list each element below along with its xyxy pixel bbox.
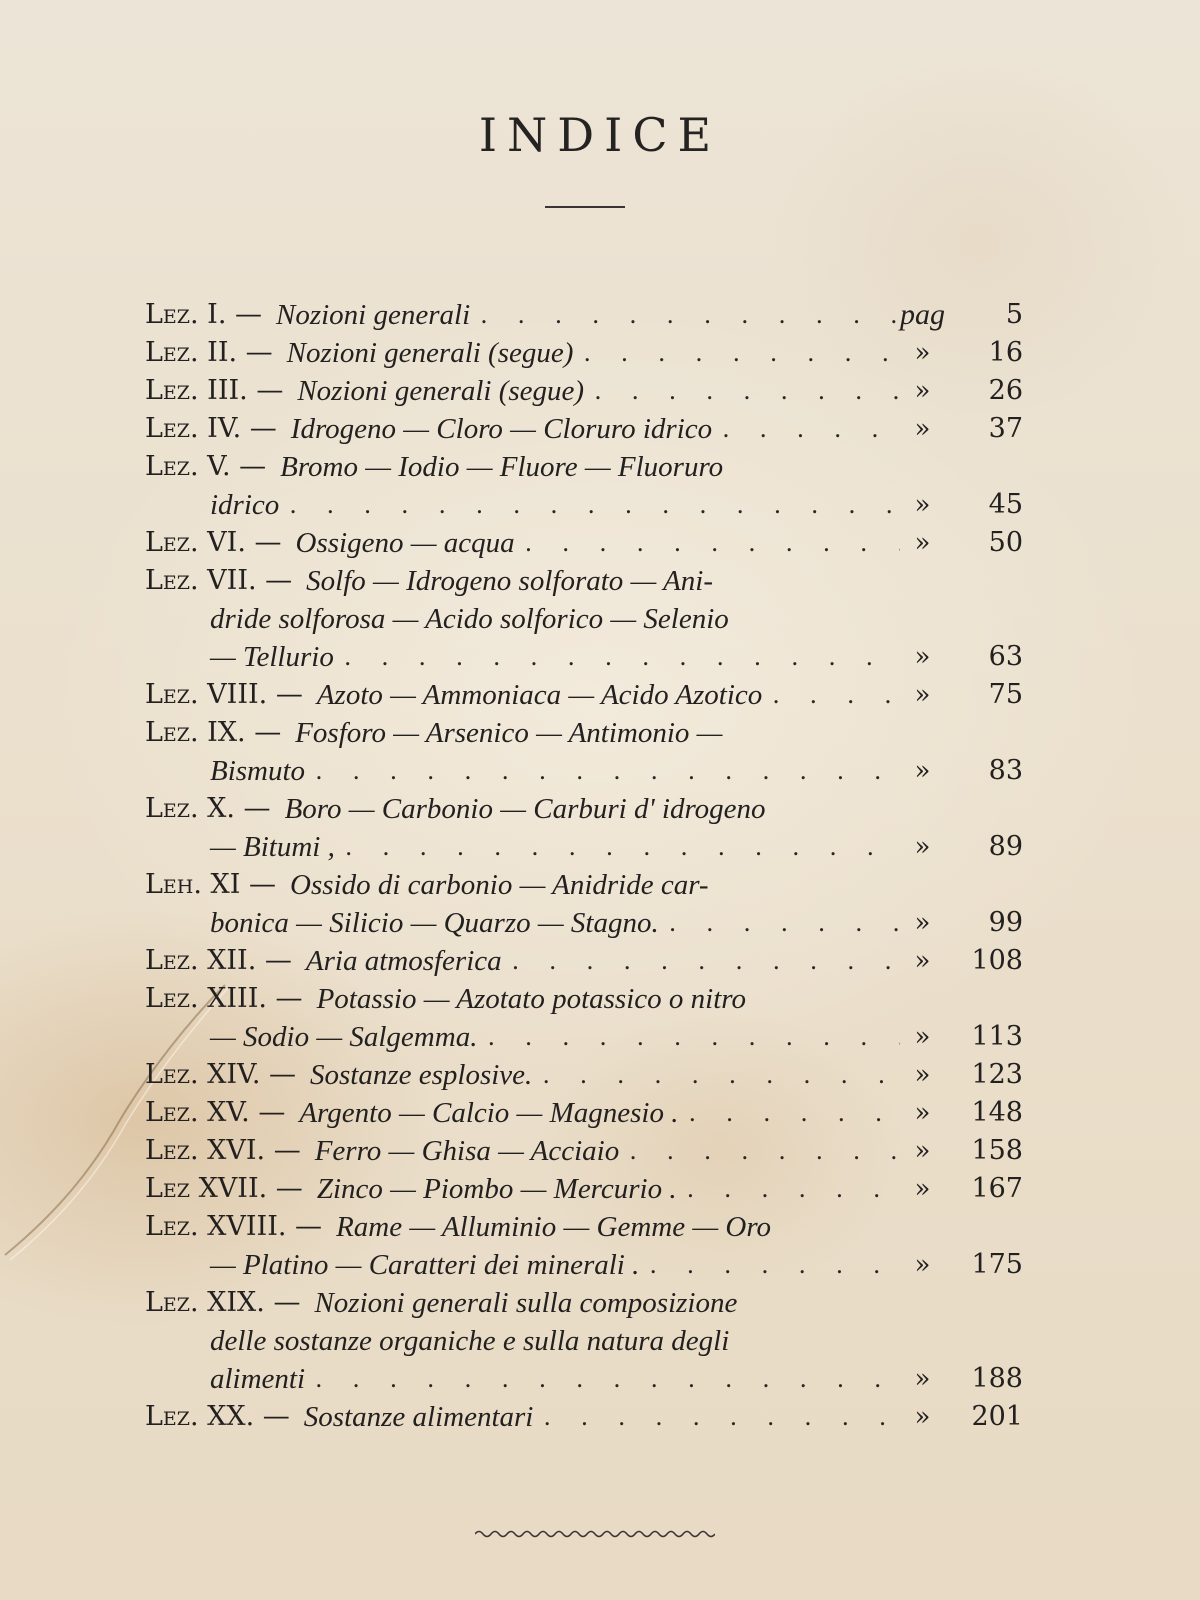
toc-entry	[145, 676, 1045, 714]
page-number: 99	[988, 907, 1023, 938]
lesson-number: Lez. IV. —	[145, 413, 277, 444]
ditto-mark: »	[914, 490, 931, 520]
title-rule	[545, 206, 625, 208]
page-number: 75	[988, 679, 1023, 710]
dot-leader	[573, 334, 900, 372]
dot-leader	[639, 1246, 900, 1284]
toc-entry-line	[145, 1170, 900, 1208]
toc-entry-text	[145, 1208, 900, 1284]
toc-entry-line	[145, 1246, 900, 1284]
toc-entry-text	[145, 1398, 900, 1436]
toc-entry	[145, 524, 1045, 562]
lesson-title: Sostanze alimentari	[303, 1401, 534, 1433]
toc-entry-line	[145, 752, 900, 790]
lesson-number: Lez. XIV. —	[145, 1059, 296, 1090]
lesson-number: Lez. V. —	[145, 451, 267, 482]
lesson-number: Lez XVII. —	[145, 1173, 303, 1204]
lesson-title: Ossido di carbonio — Anidride car-	[290, 869, 709, 901]
toc-entry-text	[145, 980, 900, 1056]
ditto-mark: »	[914, 414, 931, 444]
toc-entry-text	[145, 334, 900, 372]
toc-entry	[145, 410, 1045, 448]
toc-entry-line	[145, 714, 900, 752]
lesson-title: Bromo — Iodio — Fluore — Fluoruro	[280, 451, 724, 483]
lesson-number: Lez. II. —	[145, 337, 273, 368]
dot-leader	[305, 752, 900, 790]
dot-leader	[305, 1360, 900, 1398]
lesson-title: Argento — Calcio — Magnesio .	[299, 1097, 679, 1129]
toc-entry-line	[145, 638, 900, 676]
page-number: 37	[988, 413, 1023, 444]
toc-entry	[145, 1398, 1045, 1436]
toc-entry-line	[145, 562, 900, 600]
toc-entry	[145, 296, 1045, 334]
toc-entry-line	[145, 942, 900, 980]
toc-entry-line	[145, 410, 900, 448]
lesson-title: idrico	[210, 489, 280, 521]
ditto-mark: »	[914, 1022, 931, 1052]
page-number: 26	[988, 375, 1023, 406]
lesson-title: alimenti	[210, 1363, 306, 1395]
page-number: 16	[988, 337, 1023, 368]
toc-entry-line	[145, 1322, 900, 1360]
dot-leader	[677, 1170, 900, 1208]
lesson-title: Nozioni generali sulla composizione	[314, 1287, 738, 1319]
toc-entry-text	[145, 714, 900, 790]
lesson-title: Nozioni generali	[276, 299, 471, 331]
toc-entry	[145, 714, 1045, 790]
page-number: 175	[971, 1249, 1023, 1280]
page-number: 108	[971, 945, 1023, 976]
toc-entry-line	[145, 1132, 900, 1170]
toc-entry-text	[145, 410, 900, 448]
lesson-title: — Sodio — Salgemma.	[210, 1021, 478, 1053]
lesson-title: Boro — Carbonio — Carburi d' idrogeno	[284, 793, 766, 825]
page-number: 201	[971, 1401, 1023, 1432]
lesson-title: Sostanze esplosive.	[310, 1059, 533, 1091]
lesson-number: Lez. I. —	[145, 299, 262, 330]
toc-entry	[145, 562, 1045, 676]
page-number: 83	[988, 755, 1023, 786]
lesson-title: Rame — Alluminio — Gemme — Oro	[336, 1211, 772, 1243]
toc-entry-text	[145, 866, 900, 942]
ditto-mark: »	[914, 528, 931, 558]
page-title: INDICE	[478, 108, 722, 162]
lesson-number: Lez. IX. —	[145, 717, 282, 748]
page-label: pag	[900, 298, 945, 331]
lesson-number: Lez. XII. —	[145, 945, 292, 976]
ditto-mark: »	[914, 946, 931, 976]
lesson-title: — Tellurio	[210, 641, 334, 673]
dot-leader	[502, 942, 900, 980]
dot-leader	[532, 1056, 900, 1094]
page-number: 89	[988, 831, 1023, 862]
page-number: 45	[988, 489, 1023, 520]
dot-leader	[584, 372, 900, 410]
ditto-mark: »	[914, 1098, 931, 1128]
toc-entry-line	[145, 1360, 900, 1398]
lesson-title: Potassio — Azotato potassico o nitro	[316, 983, 746, 1015]
lesson-title: Aria atmosferica	[305, 945, 502, 977]
lesson-number: Lez. XVIII. —	[145, 1211, 323, 1242]
page-number: 158	[971, 1135, 1023, 1166]
ditto-mark: »	[914, 642, 931, 672]
dot-leader	[279, 486, 900, 524]
toc-entry-line	[145, 486, 900, 524]
lesson-number: Lez. VIII. —	[145, 679, 303, 710]
ditto-mark: »	[914, 1402, 931, 1432]
toc-entry-line	[145, 980, 900, 1018]
ditto-mark: »	[914, 832, 931, 862]
ditto-mark: »	[914, 680, 931, 710]
toc-entry	[145, 866, 1045, 942]
lesson-number: Lez. XV. —	[145, 1097, 286, 1128]
toc-entry-text	[145, 372, 900, 410]
toc-entry-line	[145, 904, 900, 942]
lesson-title: Ferro — Ghisa — Acciaio	[314, 1135, 620, 1167]
ditto-mark: »	[914, 1364, 931, 1394]
toc-entry-text	[145, 296, 900, 334]
toc-entry	[145, 334, 1045, 372]
toc-entry-line	[145, 372, 900, 410]
dot-leader	[533, 1398, 900, 1436]
lesson-number: Lez. XVI. —	[145, 1135, 301, 1166]
toc-entry-line	[145, 600, 900, 638]
dot-leader	[762, 676, 900, 714]
toc-entry	[145, 1094, 1045, 1132]
lesson-number: Lez. III. —	[145, 375, 284, 406]
dot-leader	[515, 524, 900, 562]
toc-entry	[145, 942, 1045, 980]
lesson-title: Idrogeno — Cloro — Cloruro idrico	[290, 413, 713, 445]
toc-entry-text	[145, 1170, 900, 1208]
toc-entry-text	[145, 942, 900, 980]
lesson-number: Leh. XI —	[145, 869, 277, 900]
toc-entry-text	[145, 1132, 900, 1170]
lesson-title: Bismuto	[210, 755, 306, 787]
dot-leader	[470, 296, 900, 334]
ditto-mark: »	[914, 1060, 931, 1090]
toc-entry	[145, 1056, 1045, 1094]
lesson-title: Nozioni generali (segue)	[297, 375, 585, 407]
ditto-mark: »	[914, 1174, 931, 1204]
toc-entry-text	[145, 790, 900, 866]
page-number: 167	[971, 1173, 1023, 1204]
lesson-number: Lez. XIX. —	[145, 1287, 301, 1318]
toc-entry-text	[145, 448, 900, 524]
toc-entry-line	[145, 524, 900, 562]
dot-leader	[335, 828, 900, 866]
toc-entry	[145, 1170, 1045, 1208]
toc-entry	[145, 372, 1045, 410]
dot-leader	[619, 1132, 900, 1170]
toc-entry	[145, 448, 1045, 524]
dot-leader	[712, 410, 900, 448]
toc-entry-text	[145, 1284, 900, 1398]
toc-entry-line	[145, 1018, 900, 1056]
toc-entry-line	[145, 790, 900, 828]
ditto-mark: »	[914, 756, 931, 786]
page-number: 188	[971, 1363, 1023, 1394]
lesson-number: Lez. XX. —	[145, 1401, 290, 1432]
dot-leader	[334, 638, 900, 676]
page-number: 123	[971, 1059, 1023, 1090]
lesson-number: Lez. VII. —	[145, 565, 293, 596]
toc-entry-line	[145, 448, 900, 486]
lesson-title: Azoto — Ammoniaca — Acido Azotico	[316, 679, 763, 711]
toc-entry-text	[145, 1094, 900, 1132]
toc-entry-line	[145, 828, 900, 866]
ditto-mark: »	[914, 908, 931, 938]
lesson-title: Nozioni generali (segue)	[286, 337, 574, 369]
toc-entry-line	[145, 1056, 900, 1094]
lesson-title: — Platino — Caratteri dei minerali .	[210, 1249, 640, 1281]
page-number: 113	[971, 1021, 1023, 1052]
toc-entry-text	[145, 562, 900, 676]
lesson-title: bonica — Silicio — Quarzo — Stagno.	[210, 907, 659, 939]
dot-leader	[477, 1018, 900, 1056]
ditto-mark: »	[914, 338, 931, 368]
toc-entry-text	[145, 676, 900, 714]
wavy-ornament	[475, 1526, 715, 1542]
toc-entry-line	[145, 1398, 900, 1436]
page-number: 63	[988, 641, 1023, 672]
toc-entry	[145, 1132, 1045, 1170]
lesson-title: Zinco — Piombo — Mercurio .	[316, 1173, 677, 1205]
toc-entry-line	[145, 1094, 900, 1132]
toc-entry-line	[145, 296, 900, 334]
toc-entry-line	[145, 1208, 900, 1246]
toc-entry	[145, 1284, 1045, 1398]
page-number: 148	[971, 1097, 1023, 1128]
lesson-title: Ossigeno — acqua	[295, 527, 515, 559]
lesson-title: Fosforo — Arsenico — Antimonio —	[295, 717, 723, 749]
toc-entry-line	[145, 1284, 900, 1322]
table-of-contents	[145, 296, 1045, 1436]
ditto-mark: »	[914, 1250, 931, 1280]
ditto-mark: »	[914, 376, 931, 406]
dot-leader	[678, 1094, 900, 1132]
toc-entry-text	[145, 524, 900, 562]
toc-entry	[145, 980, 1045, 1056]
lesson-title: Solfo — Idrogeno solforato — Ani-	[306, 565, 713, 597]
page-number: 5	[1005, 299, 1023, 330]
dot-leader	[659, 904, 900, 942]
toc-entry-line	[145, 676, 900, 714]
toc-entry-line	[145, 334, 900, 372]
lesson-title: — Bitumi ,	[210, 831, 335, 863]
lesson-number: Lez. VI. —	[145, 527, 282, 558]
toc-entry-line	[145, 866, 900, 904]
lesson-number: Lez. XIII. —	[145, 983, 303, 1014]
lesson-number: Lez. X. —	[145, 793, 271, 824]
lesson-title: dride solforosa — Acido solforico — Selenio	[210, 603, 729, 635]
ditto-mark: »	[914, 1136, 931, 1166]
toc-entry	[145, 1208, 1045, 1284]
lesson-title: delle sostanze organiche e sulla natura degli	[210, 1325, 730, 1357]
page-number: 50	[988, 527, 1023, 558]
toc-entry	[145, 790, 1045, 866]
toc-entry-text	[145, 1056, 900, 1094]
